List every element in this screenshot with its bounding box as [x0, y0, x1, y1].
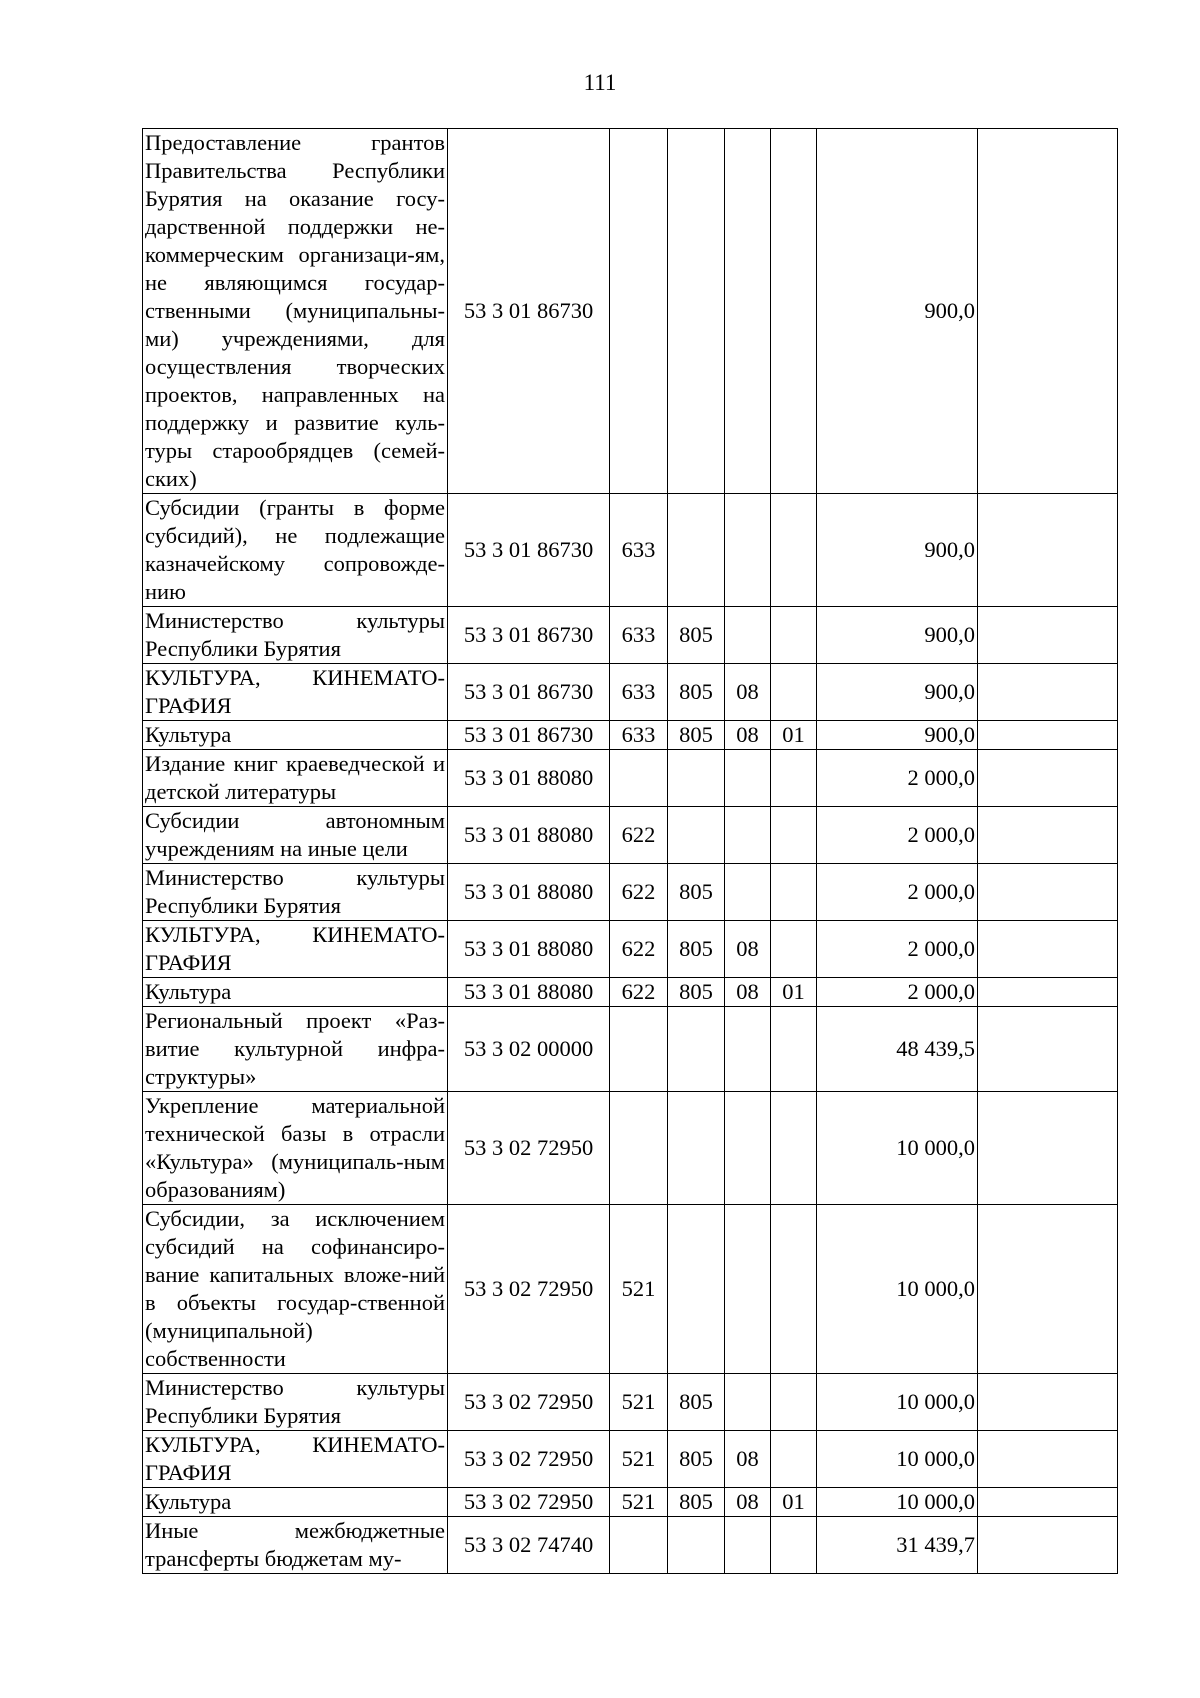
- expense-type-cell: 622: [610, 807, 668, 864]
- ministry-code-cell: [668, 807, 725, 864]
- amount-cell: 10 000,0: [817, 1092, 978, 1205]
- ministry-code-cell: [668, 1517, 725, 1574]
- section-code-cell: [725, 807, 771, 864]
- expense-type-cell: 633: [610, 721, 668, 750]
- expense-type-cell: 521: [610, 1374, 668, 1431]
- subsection-code-cell: 01: [771, 978, 817, 1007]
- target-article-code-cell: 53 3 01 88080: [448, 864, 610, 921]
- ministry-code-cell: [668, 1092, 725, 1205]
- extra-cell: [978, 1517, 1118, 1574]
- expense-type-cell: [610, 129, 668, 494]
- extra-cell: [978, 1488, 1118, 1517]
- section-code-cell: 08: [725, 664, 771, 721]
- table-row: [143, 1488, 1118, 1517]
- ministry-code-cell: [668, 1205, 725, 1374]
- target-article-code-cell: 53 3 01 88080: [448, 921, 610, 978]
- row-name-cell: Министерство культуры Республики Бурятия: [143, 864, 448, 921]
- amount-cell: 900,0: [817, 494, 978, 607]
- amount-cell: 2 000,0: [817, 921, 978, 978]
- extra-cell: [978, 129, 1118, 494]
- target-article-code-cell: 53 3 02 74740: [448, 1517, 610, 1574]
- section-code-cell: [725, 1517, 771, 1574]
- table-body: [143, 129, 1118, 1574]
- subsection-code-cell: [771, 1007, 817, 1092]
- amount-cell: 10 000,0: [817, 1488, 978, 1517]
- amount-cell: 2 000,0: [817, 864, 978, 921]
- amount-cell: 2 000,0: [817, 978, 978, 1007]
- target-article-code-cell: 53 3 02 72950: [448, 1205, 610, 1374]
- extra-cell: [978, 750, 1118, 807]
- subsection-code-cell: [771, 1517, 817, 1574]
- target-article-code-cell: 53 3 01 86730: [448, 664, 610, 721]
- table-row: [143, 721, 1118, 750]
- ministry-code-cell: 805: [668, 607, 725, 664]
- expense-type-cell: 622: [610, 921, 668, 978]
- expense-type-cell: 521: [610, 1431, 668, 1488]
- section-code-cell: [725, 1205, 771, 1374]
- row-name-cell: Укрепление материальной технической базы в отрасли «Культура» (муниципаль-ным образованиям): [143, 1092, 448, 1205]
- table-row: [143, 1205, 1118, 1374]
- amount-cell: 10 000,0: [817, 1431, 978, 1488]
- subsection-code-cell: [771, 1092, 817, 1205]
- section-code-cell: [725, 750, 771, 807]
- row-name-cell: Культура: [143, 721, 448, 750]
- page-number: 111: [583, 70, 617, 95]
- extra-cell: [978, 1007, 1118, 1092]
- row-name-cell: Культура: [143, 978, 448, 1007]
- extra-cell: [978, 921, 1118, 978]
- table-row: [143, 607, 1118, 664]
- ministry-code-cell: 805: [668, 921, 725, 978]
- target-article-code-cell: 53 3 01 86730: [448, 721, 610, 750]
- table-row: [143, 129, 1118, 494]
- table-row: [143, 664, 1118, 721]
- extra-cell: [978, 607, 1118, 664]
- amount-cell: 48 439,5: [817, 1007, 978, 1092]
- ministry-code-cell: [668, 129, 725, 494]
- extra-cell: [978, 1431, 1118, 1488]
- row-name-cell: Предоставление грантов Правительства Республики Бурятия на оказание госу-дарственной поддержки не-коммерческим организаци-ям, не являющимся государ-ственными (муниципальны-ми) учреждениями, для осуществления творческих проектов, направленных на поддержку и развитие куль-туры старообрядцев (семей-ских): [143, 129, 448, 494]
- target-article-code-cell: 53 3 02 72950: [448, 1374, 610, 1431]
- ministry-code-cell: 805: [668, 864, 725, 921]
- subsection-code-cell: [771, 807, 817, 864]
- section-code-cell: [725, 1007, 771, 1092]
- table-row: [143, 494, 1118, 607]
- target-article-code-cell: 53 3 01 86730: [448, 494, 610, 607]
- row-name-cell: Министерство культуры Республики Бурятия: [143, 1374, 448, 1431]
- target-article-code-cell: 53 3 02 72950: [448, 1488, 610, 1517]
- ministry-code-cell: [668, 1007, 725, 1092]
- subsection-code-cell: [771, 494, 817, 607]
- ministry-code-cell: 805: [668, 1374, 725, 1431]
- target-article-code-cell: 53 3 01 88080: [448, 807, 610, 864]
- expense-type-cell: 622: [610, 978, 668, 1007]
- expense-type-cell: 521: [610, 1488, 668, 1517]
- amount-cell: 900,0: [817, 664, 978, 721]
- subsection-code-cell: [771, 1374, 817, 1431]
- expense-type-cell: [610, 750, 668, 807]
- extra-cell: [978, 807, 1118, 864]
- subsection-code-cell: 01: [771, 1488, 817, 1517]
- row-name-cell: Региональный проект «Раз-витие культурной инфра-структуры»: [143, 1007, 448, 1092]
- expense-type-cell: [610, 1517, 668, 1574]
- ministry-code-cell: 805: [668, 664, 725, 721]
- row-name-cell: КУЛЬТУРА, КИНЕМАТО-ГРАФИЯ: [143, 664, 448, 721]
- section-code-cell: 08: [725, 978, 771, 1007]
- amount-cell: 900,0: [817, 129, 978, 494]
- subsection-code-cell: 01: [771, 721, 817, 750]
- section-code-cell: [725, 494, 771, 607]
- table-row: [143, 864, 1118, 921]
- row-name-cell: Культура: [143, 1488, 448, 1517]
- ministry-code-cell: 805: [668, 721, 725, 750]
- target-article-code-cell: 53 3 01 88080: [448, 978, 610, 1007]
- target-article-code-cell: 53 3 02 72950: [448, 1092, 610, 1205]
- section-code-cell: [725, 607, 771, 664]
- row-name-cell: Издание книг краеведческой и детской литературы: [143, 750, 448, 807]
- subsection-code-cell: [771, 664, 817, 721]
- table-row: [143, 1092, 1118, 1205]
- subsection-code-cell: [771, 921, 817, 978]
- ministry-code-cell: 805: [668, 1488, 725, 1517]
- extra-cell: [978, 1374, 1118, 1431]
- budget-table: [142, 128, 1118, 1574]
- section-code-cell: [725, 129, 771, 494]
- row-name-cell: КУЛЬТУРА, КИНЕМАТО-ГРАФИЯ: [143, 921, 448, 978]
- amount-cell: 31 439,7: [817, 1517, 978, 1574]
- section-code-cell: [725, 864, 771, 921]
- target-article-code-cell: 53 3 02 00000: [448, 1007, 610, 1092]
- target-article-code-cell: 53 3 01 86730: [448, 607, 610, 664]
- table-row: [143, 807, 1118, 864]
- row-name-cell: Министерство культуры Республики Бурятия: [143, 607, 448, 664]
- extra-cell: [978, 664, 1118, 721]
- extra-cell: [978, 721, 1118, 750]
- row-name-cell: Субсидии, за исключением субсидий на софинансиро-вание капитальных вложе-ний в объекты государ-ственной (муниципальной) собственности: [143, 1205, 448, 1374]
- amount-cell: 900,0: [817, 607, 978, 664]
- row-name-cell: КУЛЬТУРА, КИНЕМАТО-ГРАФИЯ: [143, 1431, 448, 1488]
- extra-cell: [978, 1205, 1118, 1374]
- amount-cell: 10 000,0: [817, 1374, 978, 1431]
- section-code-cell: 08: [725, 921, 771, 978]
- ministry-code-cell: [668, 750, 725, 807]
- table-row: [143, 1517, 1118, 1574]
- expense-type-cell: 622: [610, 864, 668, 921]
- extra-cell: [978, 494, 1118, 607]
- subsection-code-cell: [771, 864, 817, 921]
- table-row: [143, 1007, 1118, 1092]
- table-row: [143, 1374, 1118, 1431]
- expense-type-cell: [610, 1092, 668, 1205]
- target-article-code-cell: 53 3 01 88080: [448, 750, 610, 807]
- subsection-code-cell: [771, 1205, 817, 1374]
- amount-cell: 2 000,0: [817, 750, 978, 807]
- expense-type-cell: 633: [610, 664, 668, 721]
- ministry-code-cell: [668, 494, 725, 607]
- extra-cell: [978, 864, 1118, 921]
- expense-type-cell: [610, 1007, 668, 1092]
- target-article-code-cell: 53 3 02 72950: [448, 1431, 610, 1488]
- ministry-code-cell: 805: [668, 1431, 725, 1488]
- row-name-cell: Субсидии автономным учреждениям на иные цели: [143, 807, 448, 864]
- section-code-cell: 08: [725, 721, 771, 750]
- amount-cell: 900,0: [817, 721, 978, 750]
- subsection-code-cell: [771, 750, 817, 807]
- table-row: [143, 1431, 1118, 1488]
- table-row: [143, 750, 1118, 807]
- ministry-code-cell: 805: [668, 978, 725, 1007]
- expense-type-cell: 521: [610, 1205, 668, 1374]
- section-code-cell: 08: [725, 1488, 771, 1517]
- expense-type-cell: 633: [610, 607, 668, 664]
- extra-cell: [978, 1092, 1118, 1205]
- extra-cell: [978, 978, 1118, 1007]
- table-row: [143, 978, 1118, 1007]
- subsection-code-cell: [771, 129, 817, 494]
- section-code-cell: [725, 1374, 771, 1431]
- target-article-code-cell: 53 3 01 86730: [448, 129, 610, 494]
- section-code-cell: 08: [725, 1431, 771, 1488]
- table-row: [143, 921, 1118, 978]
- subsection-code-cell: [771, 607, 817, 664]
- subsection-code-cell: [771, 1431, 817, 1488]
- row-name-cell: Субсидии (гранты в форме субсидий), не подлежащие казначейскому сопровожде-нию: [143, 494, 448, 607]
- amount-cell: 2 000,0: [817, 807, 978, 864]
- expense-type-cell: 633: [610, 494, 668, 607]
- section-code-cell: [725, 1092, 771, 1205]
- amount-cell: 10 000,0: [817, 1205, 978, 1374]
- row-name-cell: Иные межбюджетные трансферты бюджетам му-: [143, 1517, 448, 1574]
